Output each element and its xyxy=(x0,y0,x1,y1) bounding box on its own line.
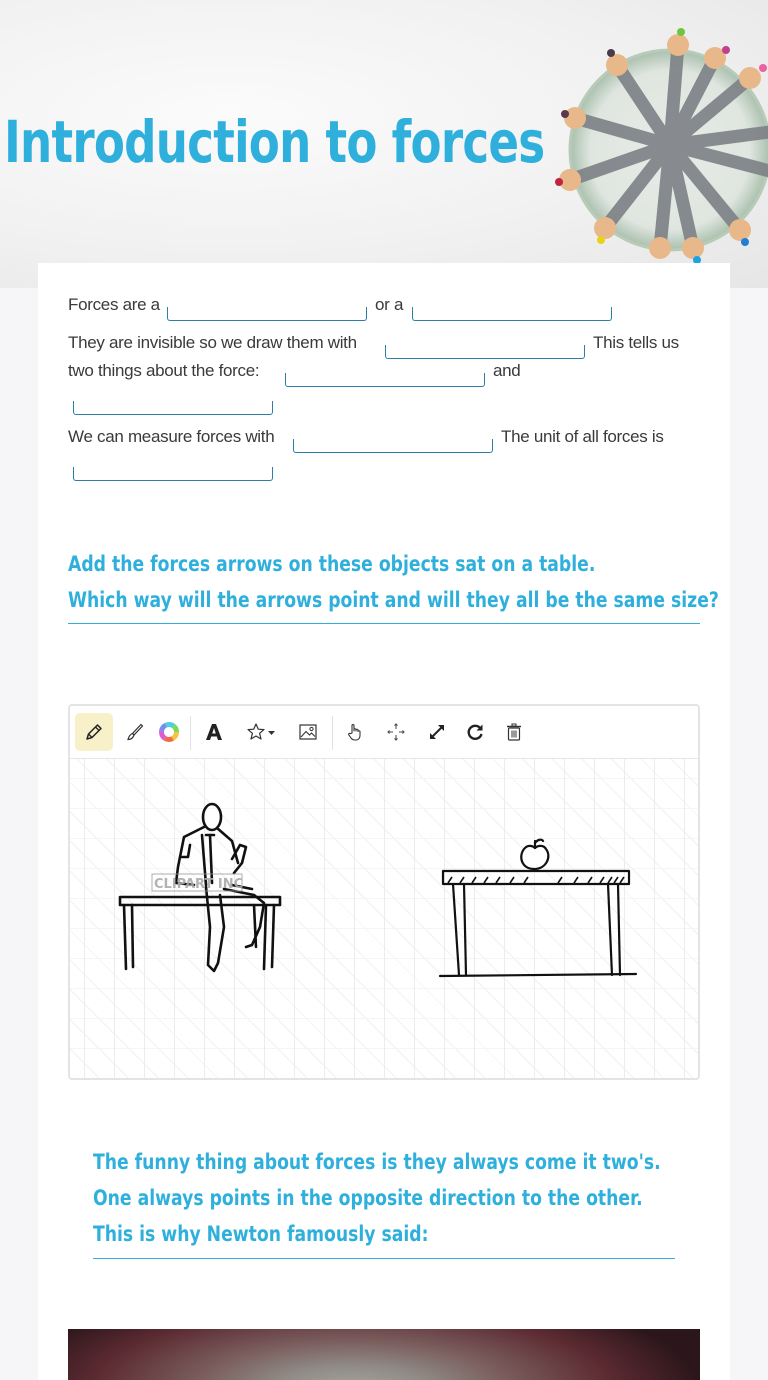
fill-text: Forces are a xyxy=(68,295,160,314)
select-tool-button[interactable] xyxy=(336,713,374,751)
pencil-tool-button[interactable] xyxy=(75,713,113,751)
header-banner xyxy=(0,0,768,288)
divider xyxy=(68,623,700,624)
toolbar-separator xyxy=(332,716,333,750)
drawing-widget xyxy=(68,704,700,1080)
blank-input-4[interactable] xyxy=(285,373,485,387)
fill-text: two things about the force: xyxy=(68,361,260,380)
pencils-in-glass-icon xyxy=(545,10,768,270)
trash-icon xyxy=(504,722,524,742)
text-icon xyxy=(204,722,224,742)
fill-text: and xyxy=(493,361,521,380)
image-tool-button[interactable] xyxy=(289,713,327,751)
blank-input-6[interactable] xyxy=(293,439,493,453)
move-icon xyxy=(386,722,406,742)
man-sitting-on-bench-image xyxy=(114,797,284,977)
stamp-dropdown-button[interactable] xyxy=(240,713,284,751)
question-1-line-2: Which way will the arrows point and will they all be the same size? xyxy=(68,588,719,612)
toolbar-separator xyxy=(190,716,191,750)
question-2-line-1: The funny thing about forces is they always come it two's. xyxy=(93,1150,661,1174)
fill-text: They are invisible so we draw them with xyxy=(68,333,357,352)
expand-icon xyxy=(427,722,447,742)
question-2-line-3: This is why Newton famously said: xyxy=(93,1222,429,1246)
brush-icon xyxy=(125,722,145,742)
redo-button[interactable] xyxy=(456,713,494,751)
drawing-toolbar xyxy=(70,706,698,759)
blank-input-1[interactable] xyxy=(167,307,367,321)
blank-input-3[interactable] xyxy=(385,345,585,359)
pencil-icon xyxy=(84,722,104,742)
redo-icon xyxy=(465,722,485,742)
fill-text: or a xyxy=(375,295,404,314)
worksheet-card xyxy=(38,263,730,1380)
drawing-canvas[interactable] xyxy=(70,759,698,1078)
text-tool-button[interactable] xyxy=(195,713,233,751)
delete-button[interactable] xyxy=(495,713,533,751)
star-icon xyxy=(246,722,278,742)
color-picker-button[interactable] xyxy=(150,713,188,751)
blank-input-5[interactable] xyxy=(73,401,273,415)
page-title: Introduction to forces xyxy=(4,108,545,176)
hand-pointer-icon xyxy=(345,722,365,742)
image-icon xyxy=(298,722,318,742)
fill-text: This tells us xyxy=(593,333,679,352)
question-2-line-2: One always points in the opposite direction to the other. xyxy=(93,1186,643,1210)
watermark-text: CLIPART INC xyxy=(154,877,244,892)
question-2 xyxy=(93,1144,768,1252)
blank-input-7[interactable] xyxy=(73,467,273,481)
blank-input-2[interactable] xyxy=(412,307,612,321)
embedded-video[interactable] xyxy=(68,1329,700,1380)
question-1 xyxy=(68,546,768,618)
apple-on-table-image xyxy=(438,829,638,979)
fill-text: We can measure forces with xyxy=(68,427,275,446)
question-1-line-1: Add the forces arrows on these objects sat on a table. xyxy=(68,552,596,576)
brush-tool-button[interactable] xyxy=(116,713,154,751)
divider xyxy=(93,1258,675,1259)
fullscreen-button[interactable] xyxy=(418,713,456,751)
move-tool-button[interactable] xyxy=(377,713,415,751)
fill-text: The unit of all forces is xyxy=(501,427,664,446)
color-wheel-icon xyxy=(158,721,180,743)
